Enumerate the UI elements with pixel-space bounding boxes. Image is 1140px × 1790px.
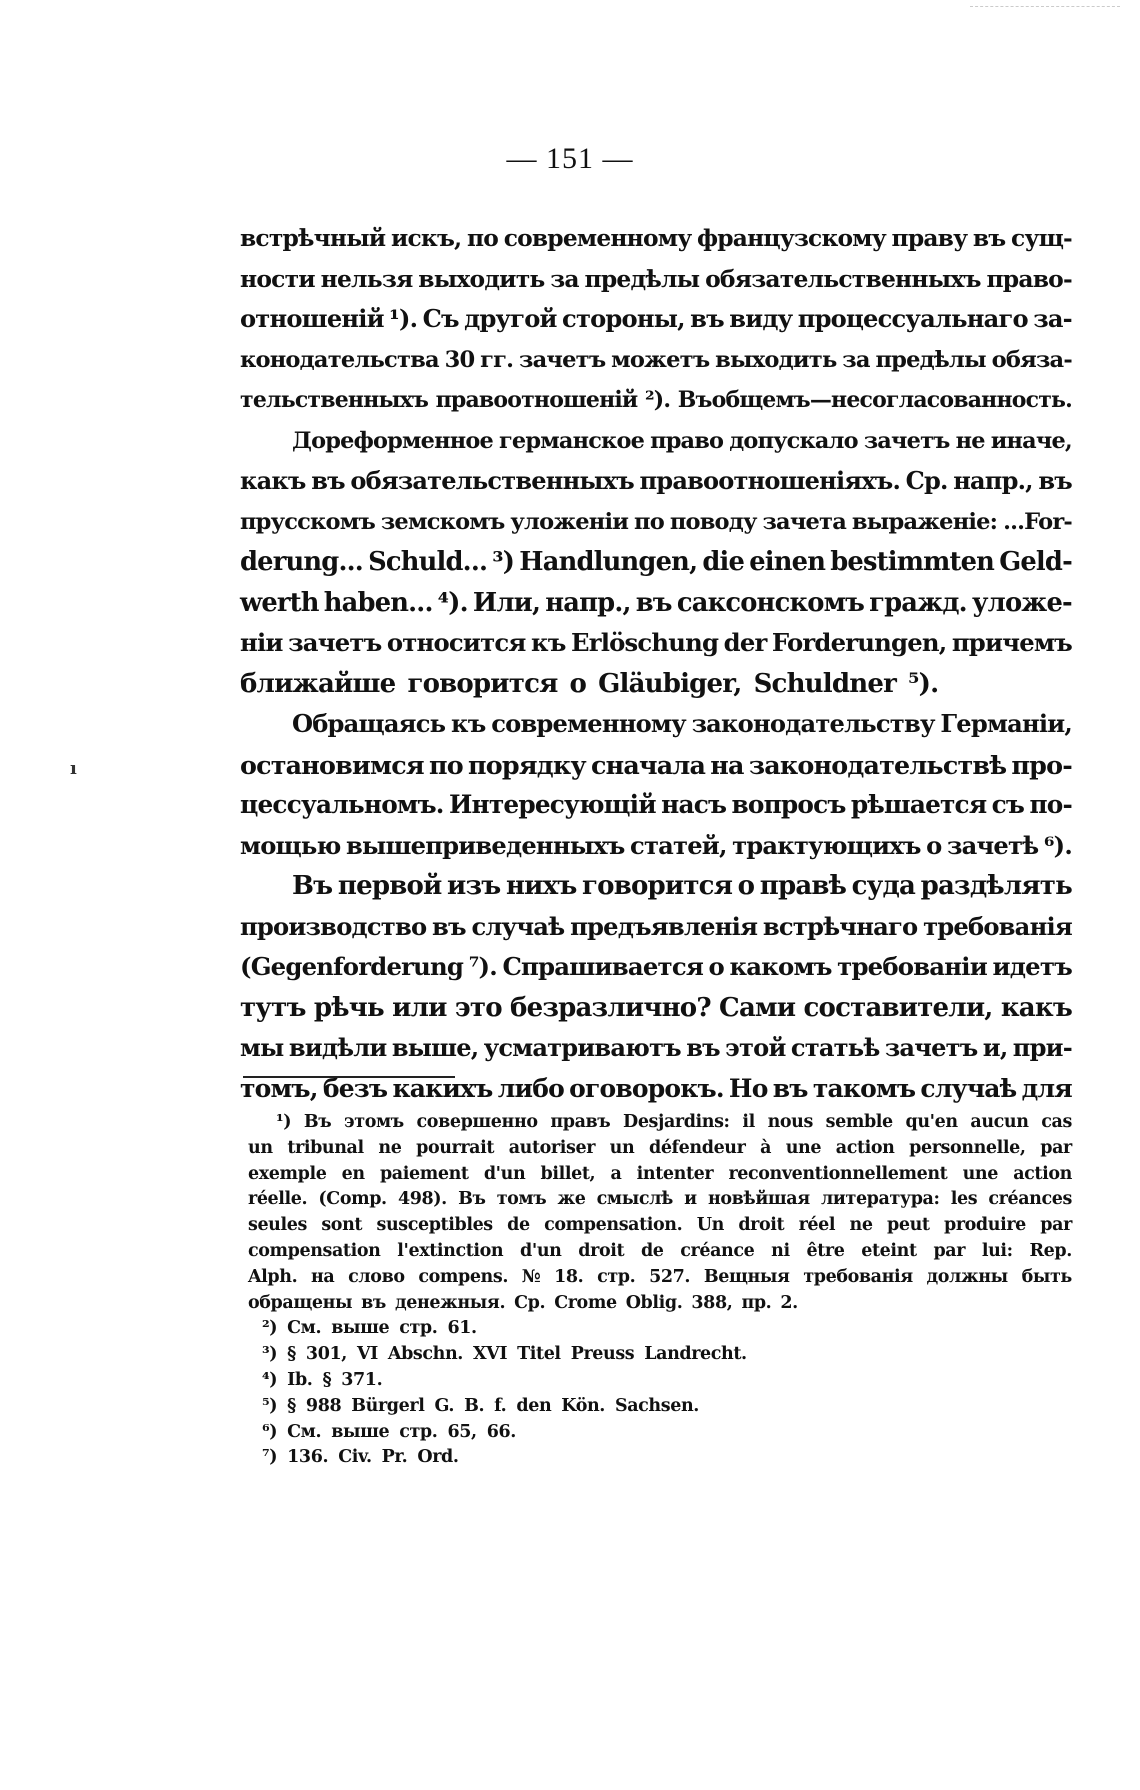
text-line: Обращаясь къ современному законодательству Германіи, [292, 709, 1072, 738]
text-line: (Gegenforderung ⁷). Спрашивается о какомъ требованіи идетъ [240, 952, 1072, 981]
footnote-line: seules sont susceptibles de compensation. Un droit réel ne peut produire par [248, 1215, 1072, 1236]
text-line: тельственныхъ правоотношеній ²). Въобщемъ—несогласованность. [240, 387, 1072, 413]
text-line: встрѣчный искъ, по современному французскому праву въ сущ- [240, 224, 1072, 252]
margin-stray-mark: ı [70, 758, 77, 779]
footnote-line: ¹) Въ этомъ совершенно правъ Desjardins: il nous semble qu'en aucun cas [276, 1112, 1072, 1132]
text-line: werth haben... ⁴). Или, напр., въ саксонскомъ гражд. уложе- [240, 587, 1072, 618]
text-line: мощью вышеприведенныхъ статей, трактующихъ о зачетѣ ⁶). [240, 830, 1072, 860]
text-line: какъ въ обязательственныхъ правоотношеніяхъ. Ср. напр., въ [240, 466, 1072, 495]
footnote-separator [243, 1076, 455, 1078]
text-line: томъ, безъ какихъ либо оговорокъ. Но въ такомъ случаѣ для [240, 1073, 1072, 1103]
footnote-line: compensation l'extinction d'un droit de créance ni être eteint par lui: Rep. [248, 1240, 1072, 1261]
page-number: — 151 — [506, 142, 634, 175]
footnote-line: ⁷) 136. Civ. Pr. Ord. [262, 1447, 459, 1468]
text-line: Дореформенное германское право допускало зачетъ не иначе, [292, 427, 1072, 454]
text-line: производство въ случаѣ предъявленія встрѣчнаго требованія [240, 911, 1072, 941]
text-line: derung... Schuld... ³) Handlungen, die einen bestimmten Geld- [240, 547, 1072, 577]
footnote-line: réelle. (Comp. 498). Въ томъ же смыслѣ и новѣйшая литература: les créances [248, 1189, 1072, 1210]
footnote-line: ³) § 301, VI Abschn. XVI Titel Preuss Landrecht. [262, 1344, 747, 1365]
footnotes [248, 1110, 1072, 1471]
footnote-line: ⁶) См. выше стр. 65, 66. [262, 1421, 516, 1442]
footnote-line: un tribunal ne pourrait autoriser un défendeur à une action personnelle, par [248, 1137, 1072, 1158]
footnote-line: обращены въ денежныя. Ср. Crome Oblig. 388, пр. 2. [248, 1292, 798, 1313]
footnote-line: ⁴) Ib. § 371. [262, 1369, 383, 1390]
main-text [240, 218, 1072, 1109]
text-line: ности нельзя выходить за предѣлы обязательственныхъ право- [240, 264, 1072, 293]
text-line: тутъ рѣчь или это безразлично? Сами составители, какъ [240, 992, 1072, 1023]
footnote-line: ⁵) § 988 Bürgerl G. B. f. den Kön. Sachsen. [262, 1395, 699, 1416]
text-line: ближайше говорится о Gläubiger, Schuldner ⁵). [240, 668, 939, 699]
text-line: Въ первой изъ нихъ говорится о правѣ суда раздѣлять [292, 871, 1072, 901]
text-line: конодательства 30 гг. зачетъ можетъ выходить за предѣлы обяза- [240, 346, 1072, 373]
footnote-line: exemple en paiement d'un billet, a intenter reconventionnellement une action [248, 1163, 1072, 1184]
footnote-line: Alph. на слово compens. № 18. стр. 527. Вещныя требованія должны быть [248, 1266, 1072, 1287]
footnote-line: ²) См. выше стр. 61. [262, 1318, 477, 1339]
text-line: цессуальномъ. Интересующій насъ вопросъ рѣшается съ по- [240, 790, 1072, 819]
text-line: прусскомъ земскомъ уложеніи по поводу зачета выраженіе: ...For- [240, 508, 1072, 535]
text-line: мы видѣли выше, усматриваютъ въ этой статьѣ зачетъ и, при- [240, 1033, 1072, 1062]
text-line: остановимся по порядку сначала на законодательствѣ про- [240, 749, 1072, 780]
scan-corner-mark [970, 6, 1120, 7]
text-line: отношеній ¹). Съ другой стороны, въ виду процессуальнаго за- [240, 304, 1072, 333]
text-line: ніи зачетъ относится къ Erlöschung der Forderungen, причемъ [240, 628, 1072, 657]
